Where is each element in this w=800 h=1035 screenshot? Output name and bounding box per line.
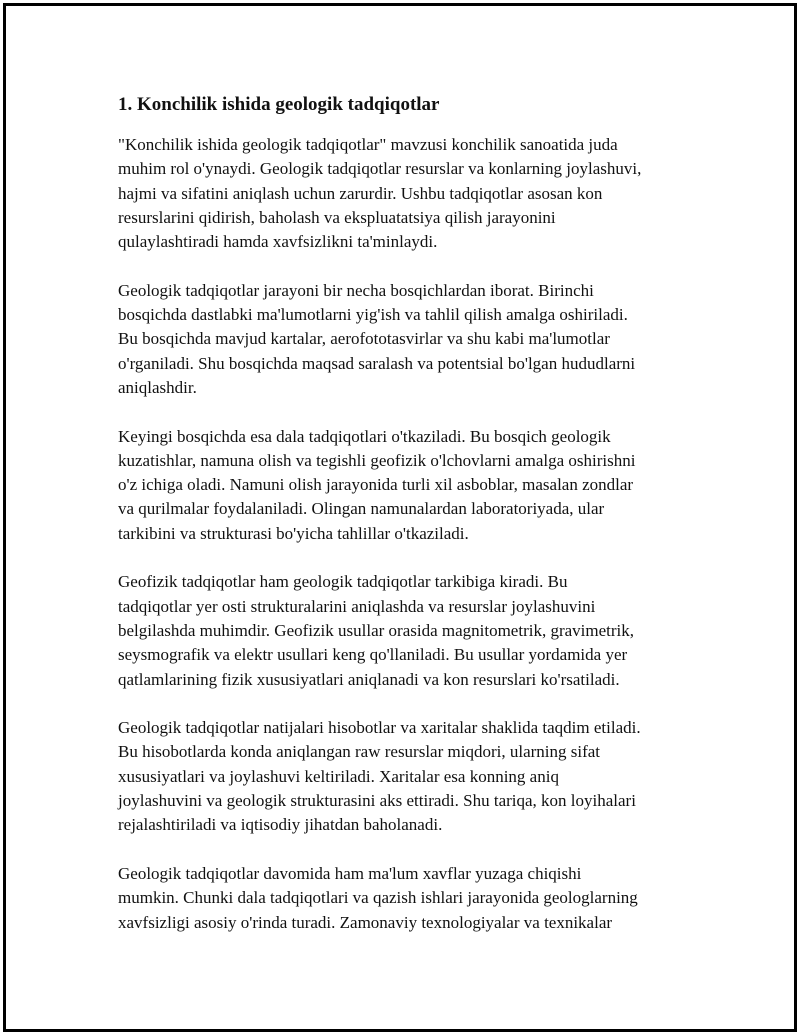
text-line: qulaylashtiradi hamda xavfsizlikni ta'minlaydi. <box>118 232 438 252</box>
document-body <box>118 93 758 959</box>
section-heading: 1. Konchilik ishida geologik tadqiqotlar <box>118 94 440 115</box>
text-line: va qurilmalar foydalaniladi. Olingan namunalardan laboratoriyada, ular <box>118 499 605 519</box>
text-line: seysmografik va elektr usullari keng qo'llaniladi. Bu usullar yordamida yer <box>118 645 628 665</box>
text-line: tarkibini va strukturasi bo'yicha tahlillar o'tkaziladi. <box>118 523 469 543</box>
text-line: Bu hisobotlarda konda aniqlangan raw resurslar miqdori, ularning sifat <box>118 742 601 762</box>
text-line: bosqichda dastlabki ma'lumotlarni yig'ish va tahlil qilish amalga oshiriladi. <box>118 305 628 325</box>
paragraph-4 <box>118 570 758 691</box>
text-line: o'rganiladi. Shu bosqichda maqsad saralash va potentsial bo'lgan hududlarni <box>118 353 636 373</box>
text-line: mumkin. Chunki dala tadqiqotlari va qazish ishlari jarayonida geologlarning <box>118 888 638 908</box>
text-line: Geologik tadqiqotlar davomida ham ma'lum xavflar yuzaga chiqishi <box>118 863 582 883</box>
paragraph-5 <box>118 716 758 837</box>
text-line: Geologik tadqiqotlar jarayoni bir necha bosqichlardan iborat. Birinchi <box>118 280 594 300</box>
paragraph-2 <box>118 279 758 400</box>
text-line: qatlamlarining fizik xususiyatlari aniqlanadi va kon resurslari ko'rsatiladi. <box>118 669 620 689</box>
text-line: belgilashda muhimdir. Geofizik usullar orasida magnitometrik, gravimetrik, <box>118 620 635 640</box>
text-line: Keyingi bosqichda esa dala tadqiqotlari o'tkaziladi. Bu bosqich geologik <box>118 426 611 446</box>
text-line: Geologik tadqiqotlar natijalari hisobotlar va xaritalar shaklida taqdim etiladi. <box>118 718 641 738</box>
text-line: xususiyatlari va joylashuvi keltiriladi. Xaritalar esa konning aniq <box>118 766 559 786</box>
text-line: rejalashtiriladi va iqtisodiy jihatdan baholanadi. <box>118 815 443 835</box>
text-line: tadqiqotlar yer osti strukturalarini aniqlashda va resurslar joylashuvini <box>118 596 596 616</box>
text-line: joylashuvini va geologik strukturasini aks ettiradi. Shu tariqa, kon loyihalari <box>118 791 636 811</box>
paragraph-6 <box>118 862 758 935</box>
text-line: Bu bosqichda mavjud kartalar, aerofototasvirlar va shu kabi ma'lumotlar <box>118 329 610 349</box>
text-line: "Konchilik ishida geologik tadqiqotlar" mavzusi konchilik sanoatida juda <box>118 135 618 154</box>
text-line: hajmi va sifatini aniqlash uchun zarurdir. Ushbu tadqiqotlar asosan kon <box>118 183 603 203</box>
text-line: muhim rol o'ynaydi. Geologik tadqiqotlar resurslar va konlarning joylashuvi, <box>118 159 642 179</box>
paragraph-3 <box>118 425 758 546</box>
text-line: o'z ichiga oladi. Namuni olish jarayonida turli xil asboblar, masalan zondlar <box>118 475 634 495</box>
text-line: Geofizik tadqiqotlar ham geologik tadqiqotlar tarkibiga kiradi. Bu <box>118 572 568 592</box>
text-line: aniqlashdir. <box>118 377 197 397</box>
text-line: resurslarini qidirish, baholash va ekspluatatsiya qilish jarayonini <box>118 207 556 227</box>
paragraph-1 <box>118 133 758 254</box>
text-line: kuzatishlar, namuna olish va tegishli geofizik o'lchovlarni amalga oshirishni <box>118 450 636 470</box>
text-line: xavfsizligi asosiy o'rinda turadi. Zamonaviy texnologiyalar va texnikalar <box>118 912 613 932</box>
